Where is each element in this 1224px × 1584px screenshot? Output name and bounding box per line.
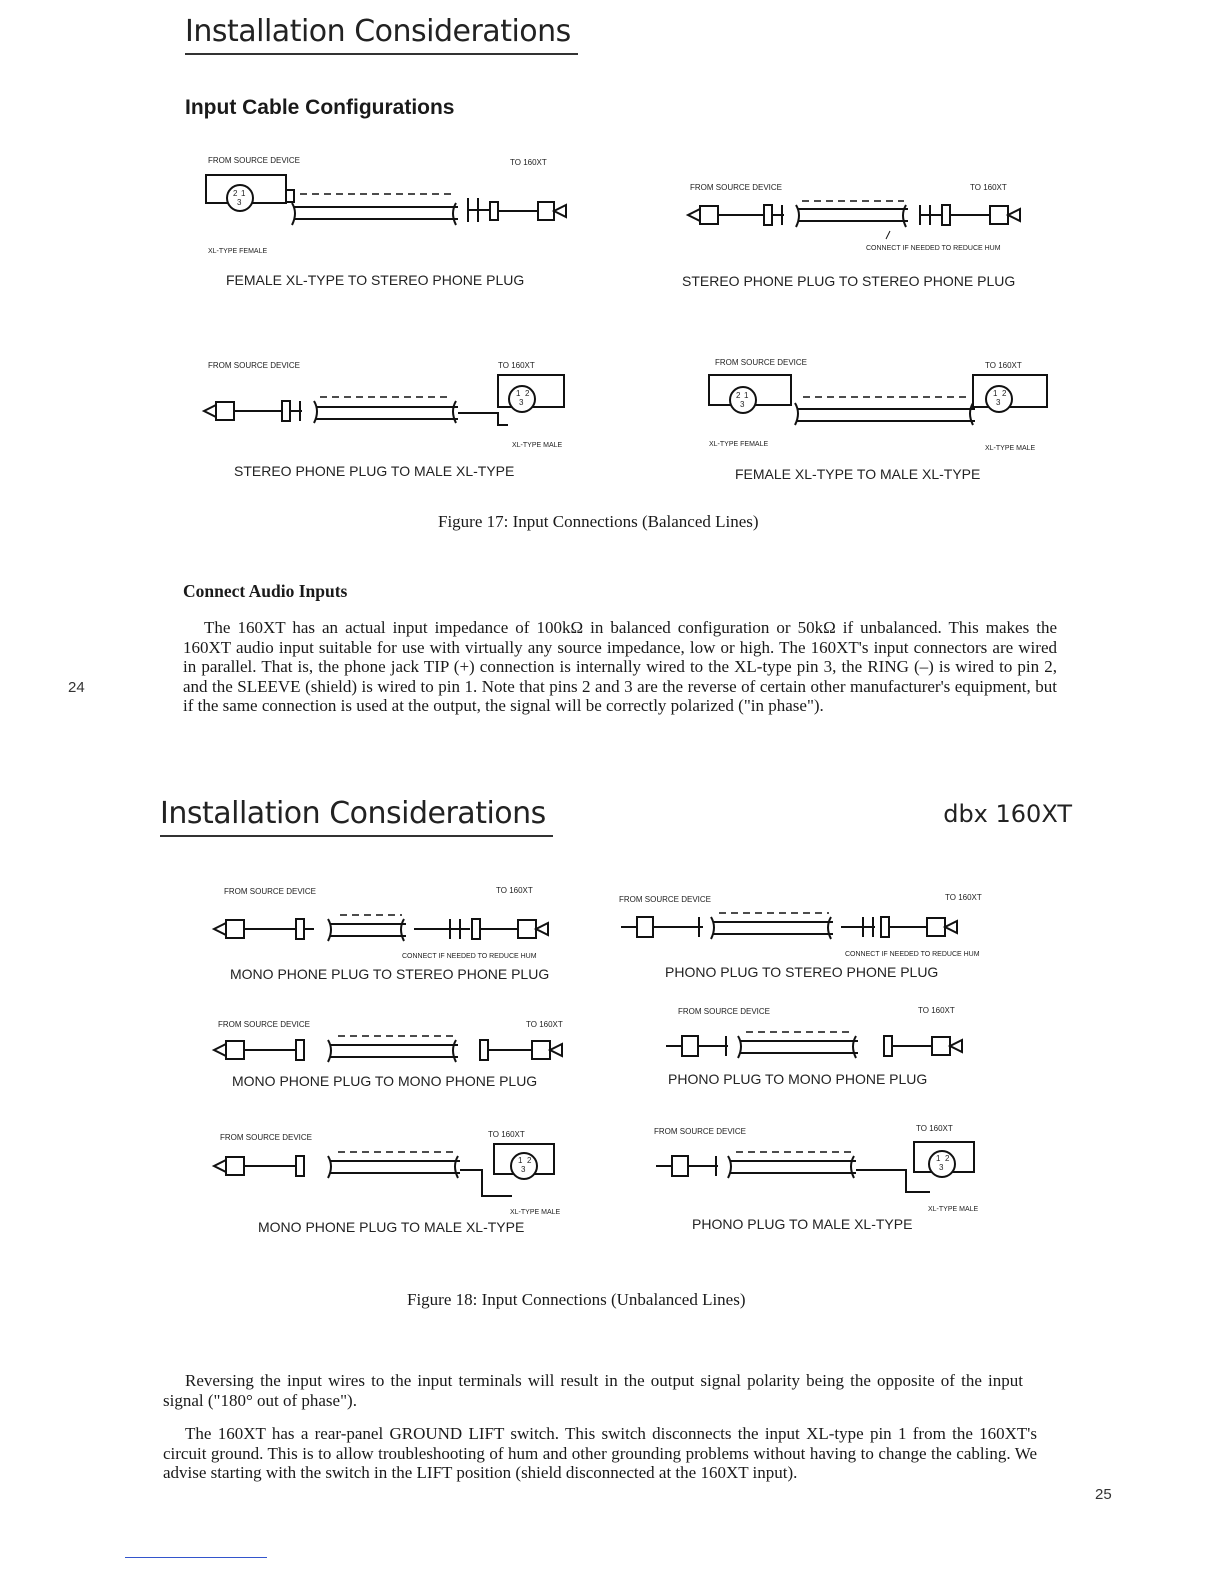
svg-text:2: 2 [1002,389,1007,398]
footer-line [125,1557,267,1558]
diagram-caption: PHONO PLUG TO MALE XL-TYPE [692,1216,913,1232]
svg-text:1: 1 [993,389,998,398]
xl-type-note: XL-TYPE FEMALE [709,441,769,448]
diagram-female-xl-to-male-xl [705,355,1065,485]
diagram-caption: FEMALE XL-TYPE TO STEREO PHONE PLUG [226,272,525,288]
diagram-caption: STEREO PHONE PLUG TO MALE XL-TYPE [234,463,515,479]
page-number-left: 24 [68,679,85,696]
to-label: TO 160XT [916,1124,953,1133]
to-label: TO 160XT [488,1130,525,1139]
diagram-female-xl-to-stereo-phone [200,150,600,295]
hum-note: CONNECT IF NEEDED TO REDUCE HUM [845,951,980,958]
svg-text:2: 2 [736,391,741,400]
diagram-caption: MONO PHONE PLUG TO MONO PHONE PLUG [232,1073,538,1089]
diagram-phono-to-stereo-phone [615,880,995,990]
from-label: FROM SOURCE DEVICE [690,183,783,192]
xl-type-note-2: XL-TYPE MALE [985,445,1036,452]
body-paragraph: The 160XT has an actual input impedance of 100kΩ in balanced configuration or 50kΩ if unbalanced. This makes the 160XT audio input suitable for use with virtually any source impedance, low or high. The 160XT's input connectors are wired in parallel. That is, the phone jack TIP (+) connection is internally wired to the XL-type pin 3, the RING (–) is wired to pin 2, and the SLEEVE (shield) is wired to pin 1. Note that pins 2 and 3 are the reverse of certain other manufacturer's equipment, but if the same connection is used at the output, the signal will be correctly polarized ("in phase"). [183,618,1057,716]
to-label: TO 160XT [945,893,982,902]
svg-text:2: 2 [233,189,238,198]
from-label: FROM SOURCE DEVICE [715,358,808,367]
diagram-caption: PHONO PLUG TO STEREO PHONE PLUG [665,964,939,980]
svg-text:2: 2 [525,389,530,398]
from-label: FROM SOURCE DEVICE [654,1127,747,1136]
to-label: TO 160XT [510,158,547,167]
xl-type-note: XL-TYPE MALE [928,1206,979,1213]
svg-text:1: 1 [518,1156,523,1165]
figure-17-caption: Figure 17: Input Connections (Balanced Lines) [438,512,759,531]
diagram-stereo-phone-to-stereo-phone [680,175,1070,295]
diagram-caption: FEMALE XL-TYPE TO MALE XL-TYPE [735,466,981,482]
svg-text:3: 3 [939,1163,944,1172]
diagram-caption: PHONO PLUG TO MONO PHONE PLUG [668,1071,928,1087]
page-header: Installation Considerations [185,14,571,49]
body-paragraph-2: The 160XT has a rear-panel GROUND LIFT switch. This switch disconnects the input XL-type pin 1 from the 160XT's circuit ground. This is to allow troubleshooting of hum and other grounding problems without having to change the cabling. We advise starting with the switch in the LIFT position (shield disconnected at the 160XT input). [163,1424,1037,1483]
from-label: FROM SOURCE DEVICE [218,1020,311,1029]
xl-type-note: XL-TYPE MALE [512,442,563,449]
page-header-2: Installation Considerations [160,796,546,831]
xl-type-note: XL-TYPE MALE [510,1209,561,1216]
diagram-mono-phone-to-male-xl [210,1120,580,1240]
diagram-stereo-phone-to-male-xl [200,355,600,485]
svg-text:2: 2 [945,1154,950,1163]
from-label: FROM SOURCE DEVICE [678,1007,771,1016]
header-underline [185,53,578,55]
to-label: TO 160XT [496,886,533,895]
svg-text:1: 1 [516,389,521,398]
svg-text:1: 1 [241,189,246,198]
xl-type-note: XL-TYPE FEMALE [208,248,268,255]
svg-text:3: 3 [521,1165,526,1174]
section-subheader: Input Cable Configurations [185,96,455,119]
to-label: TO 160XT [498,361,535,370]
hum-note: CONNECT IF NEEDED TO REDUCE HUM [866,245,1001,252]
diagram-phono-to-male-xl [650,1118,990,1238]
body-paragraph-1: Reversing the input wires to the input terminals will result in the output signal polarity being the opposite of the input signal ("180° out of phase"). [163,1371,1023,1410]
diagram-caption: MONO PHONE PLUG TO STEREO PHONE PLUG [230,966,550,982]
to-label: TO 160XT [526,1020,563,1029]
svg-text:3: 3 [996,398,1001,407]
diagram-caption: STEREO PHONE PLUG TO STEREO PHONE PLUG [682,273,1016,289]
header-underline-2 [160,835,553,837]
diagram-caption: MONO PHONE PLUG TO MALE XL-TYPE [258,1219,525,1235]
page-number-right: 25 [1095,1486,1112,1503]
model-name: dbx 160XT [943,800,1072,828]
to-label: TO 160XT [970,183,1007,192]
diagram-mono-phone-to-mono-phone [210,1010,600,1090]
svg-text:2: 2 [527,1156,532,1165]
figure-18-caption: Figure 18: Input Connections (Unbalanced Lines) [407,1290,746,1309]
section-title: Connect Audio Inputs [183,581,348,601]
from-label: FROM SOURCE DEVICE [224,887,317,896]
svg-text:3: 3 [237,198,242,207]
to-label: TO 160XT [918,1006,955,1015]
from-label: FROM SOURCE DEVICE [208,361,301,370]
from-label: FROM SOURCE DEVICE [619,895,712,904]
diagram-phono-to-mono-phone [660,1000,990,1090]
svg-text:1: 1 [744,391,749,400]
from-label: FROM SOURCE DEVICE [220,1133,313,1142]
hum-note: CONNECT IF NEEDED TO REDUCE HUM [402,953,537,960]
svg-text:1: 1 [936,1154,941,1163]
to-label: TO 160XT [985,361,1022,370]
diagram-mono-phone-to-stereo-phone [210,880,600,990]
svg-text:3: 3 [740,400,745,409]
svg-text:3: 3 [519,398,524,407]
from-label: FROM SOURCE DEVICE [208,156,301,165]
